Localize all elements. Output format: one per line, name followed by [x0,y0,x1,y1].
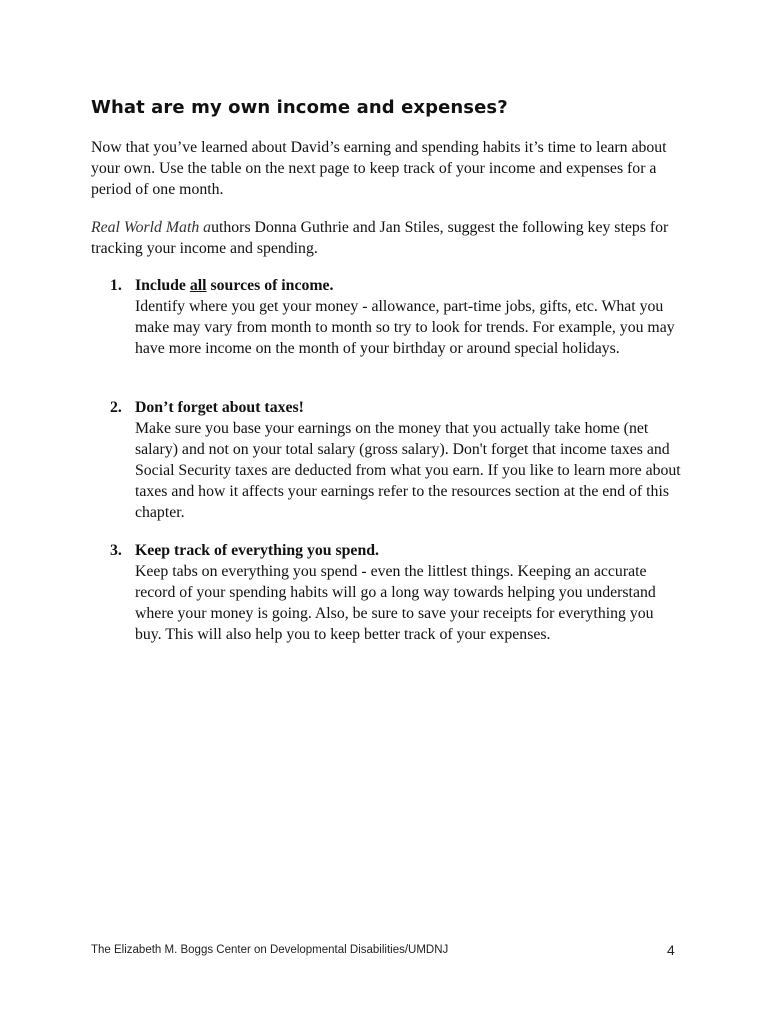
footer-organization: The Elizabeth M. Boggs Center on Developmental Disabilities/UMDNJ [91,944,449,956]
step-3 [110,540,682,645]
step-title [135,275,682,296]
step-title-end: sources of income. [206,277,334,294]
step-title-emphasis: all [189,277,207,294]
page-number: 4 [667,942,675,958]
book-title: Real World Math a [91,219,212,236]
authors-text: uthors Donna Guthrie and Jan Stiles, suggest the following key steps for tracking your income and spending. [91,219,669,257]
step-2 [110,397,682,523]
step-number: 3. [110,542,122,559]
intro-paragraph: Now that you’ve learned about David’s earning and spending habits it’s time to learn about your own. Use the table on the next page to keep track of your income and expenses for a period of one month. [91,139,667,198]
step-number: 1. [110,277,122,294]
step-body: Make sure you base your earnings on the money that you actually take home (net salary) and not on your total salary (gross salary). Don't forget that income taxes and Social Security taxes are deducted from what you earn. If you like to learn more about taxes and how it affects your earnings refer to the resources section at the end of this chapter. [135,420,681,521]
authors-paragraph [91,217,683,259]
step-1 [110,275,682,359]
step-title-start: Include [135,277,190,294]
page-heading: What are my own income and expenses? [91,97,508,118]
step-body: Keep tabs on everything you spend - even the littlest things. Keeping an accurate record of your spending habits will go a long way towards helping you understand where your money is going. Also, be sure to save your receipts for everything you buy. This will also help you to keep better track of your expenses. [135,563,656,643]
step-title: Don’t forget about taxes! [135,399,304,416]
step-title: Keep track of everything you spend. [135,542,379,559]
step-number: 2. [110,399,122,416]
step-body: Identify where you get your money - allowance, part-time jobs, gifts, etc. What you make may vary from month to month so try to look for trends. For example, you may have more income on the month of your birthday or around special holidays. [135,298,675,357]
